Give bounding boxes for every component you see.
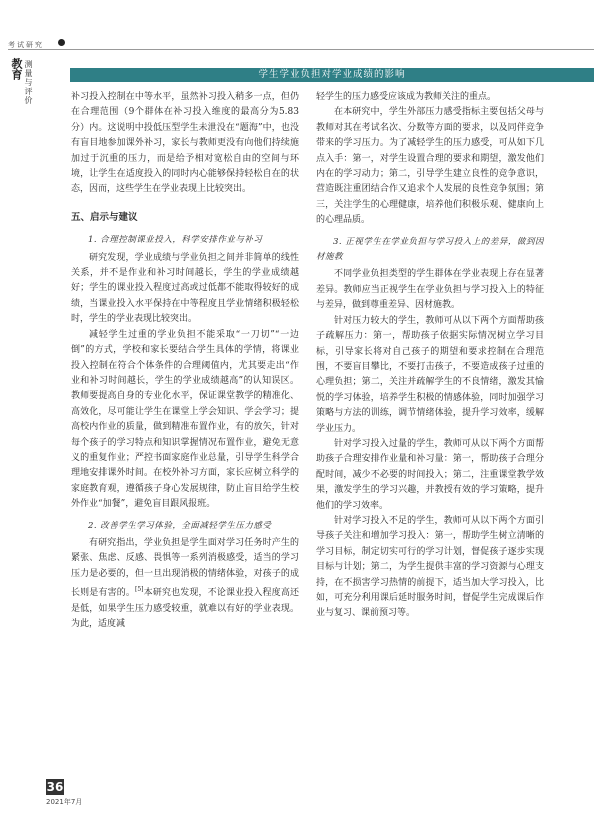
journal-series-label: 考试研究 (8, 41, 44, 49)
left-column (71, 90, 299, 755)
article-title-bar: 学生学业负担对学业成绩的影响 (70, 68, 594, 82)
paragraph: 减轻学生过重的学业负担不能采取“一刀切”“一边倒”的方式，学校和家长要结合学生具体的学情，将课业投入控制在符合个体条件的合理阈值内，尤其要走出“作业和补习时间越长，学生的学业成绩越高”的认知误区。教师要提高自身的专业化水平，保证课堂教学的精准化、高效化，尽可能让学生在课堂上学会知识、学会学习；提高校内作业的质量，做到精准布置作业，有的放矢，针对每个孩子的学习特点和知识掌握情况布置作业，避免无意义的重复作业；严控书面家庭作业总量，引导学生科学合理地安排课外时间。在校外补习方面，家长应树立科学的家庭教育观，遵循孩子身心发展规律，防止盲目给学生校外作业“加餐”，避免盲目跟风报班。 (71, 329, 299, 510)
subsection-heading: 2. 改善学生学习体验，全面减轻学生压力感受 (88, 520, 272, 531)
citation-ref: [5] (135, 586, 144, 594)
paragraph: 补习投入控制在中等水平，虽然补习投入稍多一点，但仍在合理范围（9个群体在补习投入维度的最高分为5.83分）内。这说明中投低压型学生未泄没在“题海”中，也没有盲目地参加课外补习，家长与教师更没有向他们持续施加过于沉重的压力，而是给予相对宽松自由的空间与环境，让学生在适度投入的同时内心能够保持轻松自在的状态，因而，这些学生在学业表现上比较突出。 (71, 92, 299, 195)
section-heading: 五、启示与建议 (71, 211, 138, 223)
subsection-heading: 3. 正视学生在学业负担与学习投入上的差异，做到因材施教 (316, 236, 544, 263)
bullet-dot-icon (58, 39, 65, 46)
paragraph: 在本研究中，学生外部压力感受指标主要包括父母与教师对其在考试名次、分数等方面的要求，以及同伴竞争带来的学习压力。为了减轻学生的压力感受，可从如下几点入手：第一，对学生设置合理的要求和期望，激发他们内在的学习动力；第二，引导学生建立良性的竞争意识，营造既注重团结合作又追求个人发展的良性竞争氛围；第三，关注学生的心理健康，培养他们积极乐观、健康向上的心理品质。 (316, 107, 544, 226)
paragraph-text: 本研究也发现，不论课业投入程度高还是低，如果学生压力感受较重，就难以有好的学业表现。为此，适度减 (71, 588, 299, 629)
paragraph: 不同学业负担类型的学生群体在学业表现上存在显著差异。教师应当正视学生在学业负担与学习投入上的特征与差异，做到尊重差异、因材施教。 (316, 269, 544, 311)
right-column (316, 90, 544, 780)
issue-date: 2021年7月 (46, 798, 83, 806)
paragraph: 针对学习投入不足的学生，教师可从以下两个方面引导孩子关注和增加学习投入：第一，帮助学生树立清晰的学习目标，制定切实可行的学习计划，督促孩子逐步实现目标与计划；第二，为学生提供丰富的学习资源与心理支持，在不损害学习热情的前提下，适当加大学习投入，比如，可充分利用课后延时服务时间，督促学生完成课后作业与复习、课前预习等。 (316, 515, 544, 619)
paragraph: 针对压力较大的学生，教师可从以下两个方面帮助孩子疏解压力：第一，帮助孩子依据实际情况树立学习目标，引导家长将对自己孩子的期望和要求控制在合理范围，不要盲目攀比，不要打击孩子，不要造成孩子过重的心理负担；第二，关注并疏解学生的不良情绪，激发其愉悦的学习体验，培养学生积极的情感体验，同时加强学习策略与方法的训练，调节情绪体验，提升学习效率，缓解学业压力。 (316, 315, 544, 434)
page-number: 36 (46, 780, 64, 794)
header-divider (8, 49, 594, 50)
subsection-heading: 1. 合理控制课业投入，科学安排作业与补习 (88, 235, 263, 246)
paragraph: 针对学习投入过量的学生，教师可从以下两个方面帮助孩子合理安排作业量和补习量：第一，帮助孩子合理分配时间，减少不必要的时间投入；第二，注重课堂教学效果，激发学生的学习兴趣，并教授有效的学习策略，提升他们的学习效率。 (316, 438, 544, 511)
paragraph (71, 536, 299, 632)
paragraph: 研究发现，学业成绩与学业负担之间并非简单的线性关系，并不是作业和补习时间越长，学生的学业成绩越好；学生的课业投入程度过高或过低都不能取得较好的成绩，当课业投入水平保持在中等程度且学业情绪积极轻松时，学生的学业表现比较突出。 (71, 252, 299, 325)
journal-brand-subtitle: 测量与评价 (24, 60, 33, 105)
paragraph-text: 有研究指出，学业负担是学生面对学习任务时产生的紧张、焦虑、反感、畏惧等一系列消极感受，适当的学习压力是必要的，但一旦出现消极的情绪体验，对孩子的成长则是有害的。 (71, 537, 299, 599)
paragraph: 轻学生的压力感受应该成为教师关注的重点。 (316, 92, 497, 102)
journal-brand: 教育 (10, 58, 23, 80)
